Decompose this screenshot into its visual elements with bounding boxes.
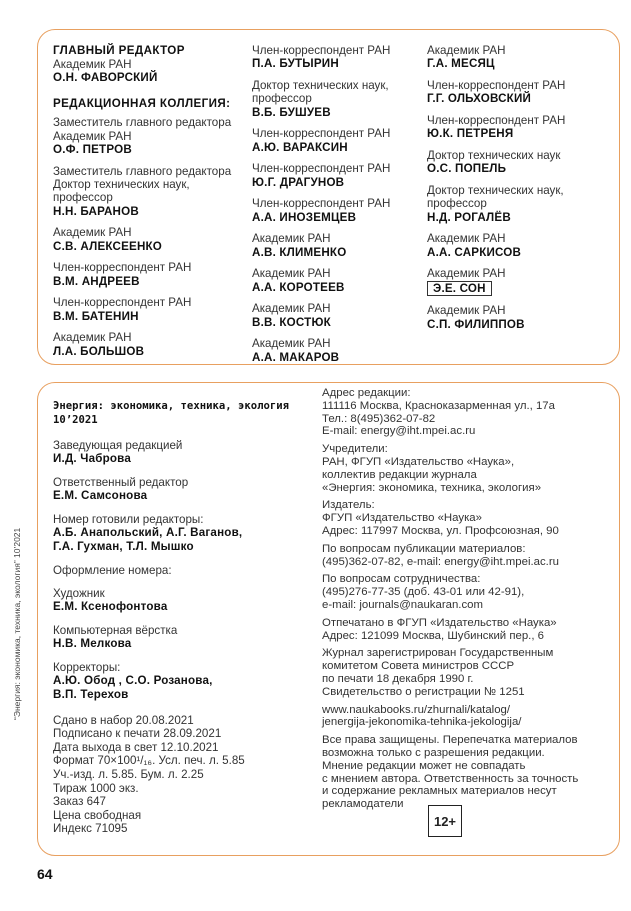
staff-column xyxy=(53,399,313,836)
member-name: А.А. МАКАРОВ xyxy=(252,350,340,364)
staff-role: Корректоры: xyxy=(53,661,121,674)
member-name: В.М. БАТЕНИН xyxy=(53,309,139,323)
board-member xyxy=(252,232,390,259)
board-member xyxy=(427,44,565,71)
staff-role: Ответственный редактор xyxy=(53,476,189,489)
member-title: Академик РАН xyxy=(427,232,506,246)
board-member xyxy=(252,267,390,294)
staff-list xyxy=(53,439,313,702)
member-title: Член-корреспондент РАН xyxy=(427,114,566,127)
member-title: Академик РАН xyxy=(53,226,132,240)
member-title: Заместитель главного редактора Доктор технических наук, профессор xyxy=(53,164,232,205)
member-name: А.В. КЛИМЕНКО xyxy=(252,245,347,259)
contact-block: Адрес редакции: 111116 Москва, Красноказарменная ул., 17а Тел.: 8(495)362-07-82 E-mail: energy@iht.mpei.ac.ru xyxy=(322,387,555,438)
staff-entry xyxy=(53,624,313,651)
staff-names: И.Д. Чаброва xyxy=(53,452,131,466)
member-name: С.В. АЛЕКСЕЕНКО xyxy=(53,239,163,253)
member-name: Н.Н. БАРАНОВ xyxy=(53,204,139,218)
staff-role: Заведующая редакцией xyxy=(53,439,183,452)
board-member xyxy=(53,331,231,358)
member-title: Доктор технических наук, профессор xyxy=(427,184,564,211)
board-member xyxy=(427,232,565,259)
member-name: А.А. ИНОЗЕМЦЕВ xyxy=(252,210,357,224)
member-title: Член-корреспондент РАН xyxy=(252,127,391,141)
board-member xyxy=(252,127,390,154)
board-member xyxy=(252,302,390,329)
contact-block: По вопросам публикации материалов: (495)362-07-82, e-mail: energy@iht.mpei.ac.ru xyxy=(322,542,559,568)
contact-block: Издатель: ФГУП «Издательство «Наука» Адрес: 117997 Москва, ул. Профсоюзная, 90 xyxy=(322,499,559,537)
member-name: Ю.Г. ДРАГУНОВ xyxy=(252,175,345,189)
member-title: Академик РАН xyxy=(53,331,132,345)
member-name: Г.А. МЕСЯЦ xyxy=(427,57,495,71)
member-name: Н.Д. РОГАЛЁВ xyxy=(427,210,511,224)
member-name: Ю.К. ПЕТРЕНЯ xyxy=(427,127,514,141)
board-member xyxy=(427,114,565,141)
board-heading: РЕДАКЦИОННАЯ КОЛЛЕГИЯ: xyxy=(53,96,231,110)
member-title: Член-корреспондент РАН xyxy=(53,261,192,275)
editorial-board-box xyxy=(37,29,620,365)
board-member xyxy=(427,267,565,296)
staff-names: Н.В. Мелкова xyxy=(53,637,132,651)
member-title: Доктор технических наук xyxy=(427,149,561,162)
member-name: А.А. КОРОТЕЕВ xyxy=(252,280,345,294)
member-name: П.А. БУТЫРИН xyxy=(252,57,339,71)
imprint-line: Уч.-изд. л. 5.85. Бум. л. 2.25 xyxy=(53,767,204,781)
member-title: Академик РАН xyxy=(427,304,506,318)
page-number: 64 xyxy=(37,866,53,882)
member-title: Академик РАН xyxy=(427,44,506,57)
staff-entry xyxy=(53,476,313,503)
staff-names: А.Ю. Обод , С.О. Розанова, В.П. Терехов xyxy=(53,674,213,701)
member-name: Г.Г. ОЛЬХОВСКИЙ xyxy=(427,92,532,106)
member-name: О.Ф. ПЕТРОВ xyxy=(53,143,132,156)
contact-block: Отпечатано в ФГУП «Издательство «Наука» Адрес: 121099 Москва, Шубинский пер., 6 xyxy=(322,616,557,642)
board-column-1 xyxy=(53,44,231,366)
imprint-line: Тираж 1000 экз. xyxy=(53,781,139,795)
board-member xyxy=(53,261,231,288)
member-title: Академик РАН xyxy=(252,302,331,316)
age-rating-badge: 12+ xyxy=(428,805,462,837)
member-name: С.П. ФИЛИППОВ xyxy=(427,317,525,331)
journal-title: Энергия: экономика, техника, экология 10’2021 xyxy=(53,400,289,426)
member-name: В.Б. БУШУЕВ xyxy=(252,105,331,119)
member-title: Академик РАН xyxy=(252,337,331,351)
member-title: Член-корреспондент РАН xyxy=(53,296,192,310)
member-name-framed: Э.Е. СОН xyxy=(427,281,492,297)
board-members-list xyxy=(53,116,231,358)
staff-entry xyxy=(53,564,313,577)
staff-role: Оформление номера: xyxy=(53,563,172,577)
staff-names: Е.М. Самсонова xyxy=(53,489,148,503)
staff-role: Компьютерная вёрстка xyxy=(53,624,178,637)
member-name: Л.А. БОЛЬШОВ xyxy=(53,344,145,358)
board-member xyxy=(427,304,565,331)
imprint-line: Подписано к печати 28.09.2021 xyxy=(53,727,222,741)
chief-editor-name: О.Н. ФАВОРСКИЙ xyxy=(53,71,158,84)
contact-block: Все права защищены. Перепечатка материалов возможна только с разрешения редакции. Мнение редакции может не совпадать с мнением автора. Ответственность за точность и содержание рекламных материалов несут рекламодатели xyxy=(322,734,579,811)
board-member xyxy=(252,162,390,189)
staff-entry xyxy=(53,661,313,702)
board-member xyxy=(53,296,231,323)
chief-editor-heading: ГЛАВНЫЙ РЕДАКТОР xyxy=(53,44,185,57)
staff-entry xyxy=(53,439,313,466)
imprint-list xyxy=(53,714,313,836)
staff-names: А.Б. Анапольский, А.Г. Ваганов, Г.А. Гухман, Т.Л. Мышко xyxy=(53,526,243,553)
member-title: Академик РАН xyxy=(427,267,506,281)
contacts-column xyxy=(322,387,612,816)
side-caption-text: “Энергия: экономика, техника, экология” 10’2021 xyxy=(12,527,22,720)
board-member xyxy=(427,79,565,106)
member-title: Заместитель главного редактора Академик РАН xyxy=(53,116,232,143)
imprint-line: Формат 70×100¹/₁₆. Усл. печ. л. 5.85 xyxy=(53,754,245,768)
board-member xyxy=(252,79,390,119)
board-member xyxy=(53,226,231,253)
contact-block: Журнал зарегистрирован Государственным комитетом Совета министров СССР по печати 18 декабря 1990 г. Свидетельство о регистрации № 1251 xyxy=(322,647,554,698)
staff-entry xyxy=(53,587,313,614)
imprint-line: Сдано в набор 20.08.2021 xyxy=(53,713,194,727)
imprint-line: Цена свободная xyxy=(53,808,142,822)
member-title: Член-корреспондент РАН xyxy=(427,79,566,92)
publication-info-box xyxy=(37,382,620,856)
imprint-line: Дата выхода в свет 12.10.2021 xyxy=(53,740,219,754)
staff-entry xyxy=(53,513,313,554)
staff-role: Художник xyxy=(53,587,105,600)
member-name: В.М. АНДРЕЕВ xyxy=(53,274,140,288)
member-title: Член-корреспондент РАН xyxy=(252,162,391,176)
member-title: Доктор технических наук, профессор xyxy=(252,79,389,106)
member-title: Член-корреспондент РАН xyxy=(252,197,391,211)
member-title: Академик РАН xyxy=(252,232,331,246)
member-name: А.А. САРКИСОВ xyxy=(427,245,522,259)
board-member xyxy=(252,44,390,71)
board-member xyxy=(427,149,565,176)
staff-role: Номер готовили редакторы: xyxy=(53,513,204,526)
contact-block: По вопросам сотрудничества: (495)276-77-35 (доб. 43-01 или 42-91), e-mail: journals@naukaran.com xyxy=(322,573,525,611)
board-member xyxy=(252,197,390,224)
member-name: О.С. ПОПЕЛЬ xyxy=(427,162,507,176)
imprint-line: Заказ 647 xyxy=(53,795,106,809)
board-member xyxy=(252,337,390,364)
member-name xyxy=(427,281,565,297)
member-title: Академик РАН xyxy=(252,267,331,281)
contact-block: www.naukabooks.ru/zhurnali/katalog/ jenergija-jekonomika-tehnika-jekologija/ xyxy=(322,703,522,729)
chief-editor-title: Академик РАН xyxy=(53,57,132,71)
board-member xyxy=(427,184,565,224)
board-column-3 xyxy=(427,44,565,339)
member-name: А.Ю. ВАРАКСИН xyxy=(252,140,348,154)
imprint-line: Индекс 71095 xyxy=(53,822,128,836)
member-name: В.В. КОСТЮК xyxy=(252,315,331,329)
board-member xyxy=(53,165,231,219)
board-column-2 xyxy=(252,44,390,372)
member-title: Член-корреспондент РАН xyxy=(252,44,391,57)
contact-block: Учредители: РАН, ФГУП «Издательство «Наука», коллектив редакции журнала «Энергия: экономика, техника, экология» xyxy=(322,443,542,494)
staff-names: Е.М. Ксенофонтова xyxy=(53,600,168,614)
board-member xyxy=(53,116,231,156)
